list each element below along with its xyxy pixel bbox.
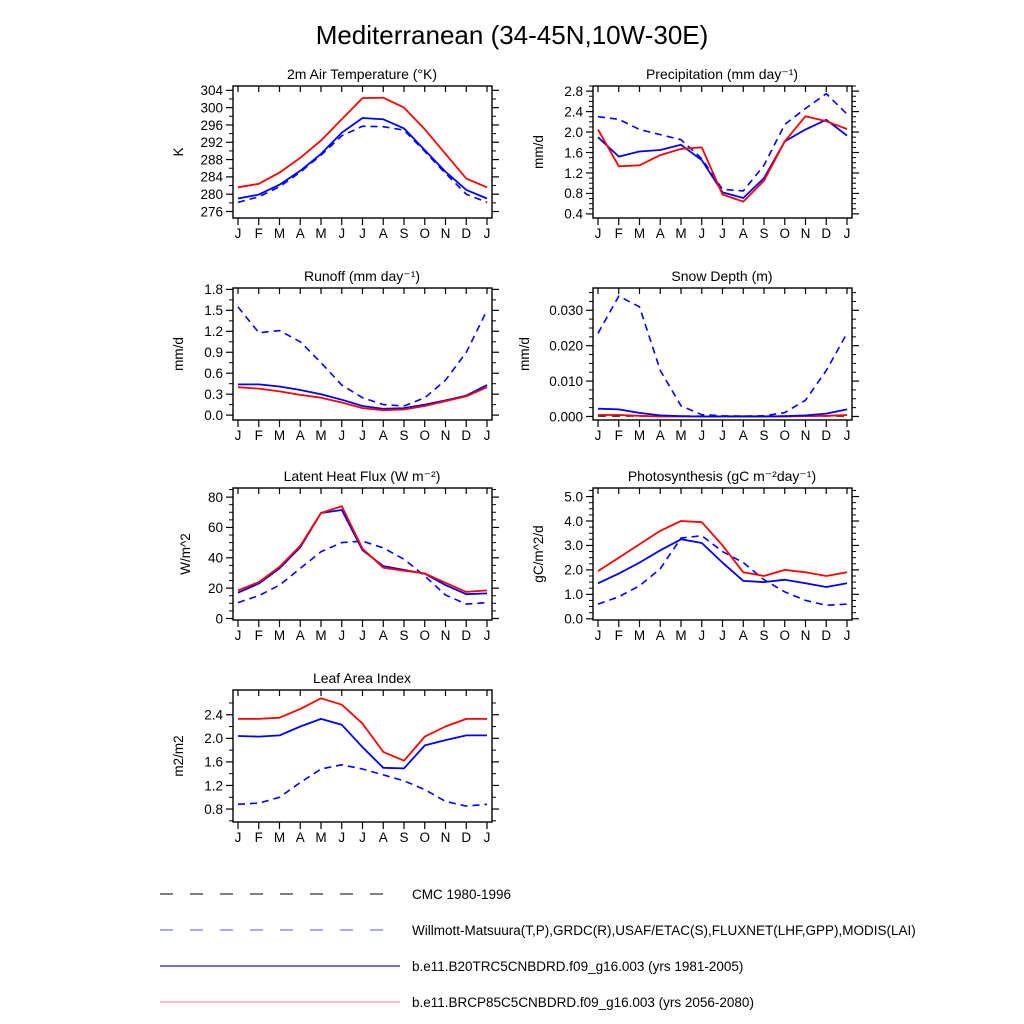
x-tick-label: N	[800, 226, 811, 241]
series-line-dashed-blue	[598, 94, 847, 191]
y-tick-label: 0.010	[549, 373, 583, 389]
figure-title: Mediterranean (34-45N,10W-30E)	[315, 20, 709, 50]
x-tick-label: D	[461, 628, 472, 643]
y-tick-label: 5.0	[564, 489, 583, 505]
x-tick-label: O	[419, 628, 431, 643]
plot-air-temperature	[171, 66, 499, 241]
legend-row-cmc	[160, 884, 511, 904]
x-tick-label: O	[779, 428, 791, 443]
plot-frame	[593, 488, 852, 620]
series-line-solid-red	[598, 116, 847, 201]
x-tick-label: A	[655, 628, 665, 643]
y-tick-label: 2.4	[564, 104, 583, 120]
x-tick-label: S	[759, 428, 769, 443]
x-tick-label: J	[359, 428, 366, 443]
y-tick-label: 1.8	[204, 282, 223, 298]
y-tick-label: 300	[200, 100, 223, 116]
y-tick-label: 0.8	[204, 801, 223, 817]
x-tick-label: A	[295, 428, 305, 443]
plot-title-leaf-area-index: Leaf Area Index	[312, 670, 412, 686]
x-tick-label: S	[399, 428, 409, 443]
y-tick-label: 40	[207, 550, 223, 566]
y-tick-label: 1.2	[204, 324, 223, 340]
x-tick-label: N	[800, 628, 811, 643]
x-tick-label: J	[359, 830, 366, 845]
x-tick-label: A	[378, 428, 388, 443]
y-tick-label: 2.0	[564, 562, 583, 578]
x-tick-label: M	[633, 428, 646, 443]
legend-line-rcp85-solid	[160, 998, 400, 1006]
x-tick-label: S	[399, 830, 409, 845]
x-tick-label: J	[483, 428, 491, 443]
y-tick-label: 292	[200, 135, 223, 151]
x-tick-label: M	[633, 226, 646, 241]
legend-line-cmc-dashed	[160, 890, 400, 898]
x-tick-label: D	[821, 428, 832, 443]
plot-snow-depth	[517, 268, 859, 443]
x-tick-label: S	[759, 628, 769, 643]
y-tick-label: 276	[200, 204, 223, 220]
x-tick-label: M	[675, 428, 687, 443]
x-tick-label: D	[821, 628, 832, 643]
series-line-solid-red	[238, 698, 487, 760]
x-tick-label: F	[614, 226, 623, 241]
x-tick-label: N	[800, 428, 811, 443]
y-tick-label: 304	[200, 83, 223, 99]
x-tick-label: O	[779, 628, 791, 643]
x-tick-label: A	[295, 830, 305, 845]
y-axis-label-leaf-area-index: m2/m2	[171, 735, 186, 777]
x-tick-label: J	[698, 226, 706, 241]
y-tick-label: 2.4	[204, 707, 223, 723]
y-tick-label: 1.0	[564, 587, 583, 603]
y-tick-label: 0.9	[204, 345, 223, 361]
x-tick-label: J	[594, 226, 602, 241]
x-tick-label: J	[483, 226, 491, 241]
y-tick-label: 0.4	[564, 206, 583, 222]
x-tick-label: J	[719, 226, 726, 241]
y-tick-label: 0.0	[564, 611, 583, 627]
y-axis-label-runoff: mm/d	[171, 337, 186, 371]
legend-label-obs: Willmott-Matsuura(T,P),GRDC(R),USAF/ETAC(S),FLUXNET(LHF,GPP),MODIS(LAI)	[412, 922, 916, 938]
x-tick-label: J	[338, 628, 346, 643]
x-tick-label: J	[719, 428, 726, 443]
plot-title-precipitation: Precipitation (mm day⁻¹)	[645, 66, 799, 82]
y-tick-label: 4.0	[564, 513, 583, 529]
plot-title-air-temperature: 2m Air Temperature (°K)	[286, 66, 438, 82]
plot-frame	[593, 288, 852, 420]
x-tick-label: M	[675, 628, 687, 643]
x-tick-label: M	[273, 428, 286, 443]
x-tick-label: F	[254, 226, 263, 241]
x-tick-label: J	[234, 428, 242, 443]
legend-line-obs-dashed	[160, 926, 400, 934]
y-tick-label: 1.5	[204, 303, 223, 319]
x-tick-label: J	[338, 428, 346, 443]
series-line-dashed-blue	[238, 765, 487, 806]
y-tick-label: 20	[207, 580, 223, 596]
x-tick-label: M	[633, 628, 646, 643]
series-line-solid-red	[238, 98, 487, 188]
y-tick-label: 0.000	[549, 409, 583, 425]
y-axis-label-latent-heat-flux: W/m^2	[178, 533, 193, 575]
x-tick-label: F	[614, 628, 623, 643]
series-line-solid-blue	[238, 384, 487, 408]
x-tick-label: A	[378, 628, 388, 643]
y-axis-label-snow-depth: mm/d	[517, 337, 532, 371]
series-line-solid-red	[598, 521, 847, 576]
y-tick-label: 2.0	[204, 731, 223, 747]
y-tick-label: 0.020	[549, 338, 583, 354]
x-tick-label: J	[338, 226, 346, 241]
x-tick-label: O	[419, 226, 431, 241]
x-tick-label: J	[594, 628, 602, 643]
legend-line-historical-solid	[160, 962, 400, 970]
x-tick-label: M	[273, 830, 286, 845]
y-tick-label: 284	[200, 169, 223, 185]
y-tick-label: 0.6	[204, 366, 223, 382]
x-tick-label: J	[483, 628, 491, 643]
x-tick-label: J	[843, 628, 851, 643]
plot-title-snow-depth: Snow Depth (m)	[671, 268, 773, 284]
x-tick-label: M	[315, 628, 327, 643]
y-tick-label: 60	[207, 520, 223, 536]
legend-row-historical	[160, 956, 743, 976]
x-tick-label: M	[315, 428, 327, 443]
legend-label-rcp85: b.e11.BRCP85C5CNBDRD.f09_g16.003 (yrs 2056-2080)	[412, 994, 754, 1010]
y-tick-label: 1.6	[204, 754, 223, 770]
x-tick-label: A	[655, 226, 665, 241]
x-tick-label: D	[461, 428, 472, 443]
x-tick-label: J	[359, 628, 366, 643]
plot-runoff	[171, 268, 499, 443]
x-tick-label: F	[254, 628, 263, 643]
plot-title-runoff: Runoff (mm day⁻¹)	[303, 268, 421, 284]
y-tick-label: 2.0	[564, 124, 583, 140]
x-tick-label: D	[461, 226, 472, 241]
series-line-solid-blue	[238, 719, 487, 769]
x-tick-label: N	[440, 628, 451, 643]
plot-title-photosynthesis: Photosynthesis (gC m⁻²day⁻¹)	[627, 468, 817, 484]
x-tick-label: S	[759, 226, 769, 241]
x-tick-label: O	[419, 428, 431, 443]
x-tick-label: J	[698, 628, 706, 643]
x-tick-label: M	[273, 226, 286, 241]
plot-title-latent-heat-flux: Latent Heat Flux (W m⁻²)	[283, 468, 441, 484]
y-tick-label: 280	[200, 186, 223, 202]
y-tick-label: 0.030	[549, 303, 583, 319]
x-tick-label: O	[779, 226, 791, 241]
y-axis-label-air-temperature: K	[171, 147, 186, 157]
x-tick-label: M	[273, 628, 286, 643]
x-tick-label: J	[234, 628, 242, 643]
series-line-solid-red	[238, 506, 487, 592]
legend-label-historical: b.e11.B20TRC5CNBDRD.f09_g16.003 (yrs 1981-2005)	[412, 958, 744, 974]
series-line-solid-blue	[238, 510, 487, 594]
plot-frame	[233, 488, 492, 620]
series-line-dashed-blue	[598, 296, 847, 416]
x-tick-label: J	[338, 830, 346, 845]
x-tick-label: J	[843, 226, 851, 241]
y-axis-label-photosynthesis: gC/m^2/d	[531, 525, 546, 583]
x-tick-label: N	[440, 830, 451, 845]
x-tick-label: N	[440, 428, 451, 443]
y-tick-label: 0.8	[564, 186, 583, 202]
x-tick-label: F	[614, 428, 623, 443]
x-tick-label: S	[399, 628, 409, 643]
x-tick-label: M	[315, 226, 327, 241]
y-tick-label: 2.8	[564, 83, 583, 99]
y-tick-label: 80	[207, 489, 223, 505]
y-tick-label: 1.2	[204, 778, 223, 794]
x-tick-label: S	[399, 226, 409, 241]
legend-row-obs	[160, 920, 916, 940]
x-tick-label: A	[378, 830, 388, 845]
y-axis-label-precipitation: mm/d	[531, 135, 546, 169]
y-tick-label: 296	[200, 117, 223, 133]
plot-frame	[233, 690, 492, 822]
x-tick-label: J	[843, 428, 851, 443]
x-tick-label: J	[719, 628, 726, 643]
x-tick-label: A	[655, 428, 665, 443]
x-tick-label: J	[698, 428, 706, 443]
x-tick-label: A	[295, 226, 305, 241]
x-tick-label: J	[359, 226, 366, 241]
y-tick-label: 288	[200, 152, 223, 168]
plot-leaf-area-index	[171, 670, 499, 845]
x-tick-label: F	[254, 428, 263, 443]
plot-frame	[233, 86, 492, 218]
x-tick-label: M	[315, 830, 327, 845]
y-tick-label: 0	[215, 611, 223, 627]
x-tick-label: F	[254, 830, 263, 845]
x-tick-label: A	[738, 226, 748, 241]
x-tick-label: M	[675, 226, 687, 241]
y-tick-label: 0.3	[204, 386, 223, 402]
y-tick-label: 3.0	[564, 538, 583, 554]
x-tick-label: O	[419, 830, 431, 845]
x-tick-label: A	[738, 428, 748, 443]
plot-precipitation	[531, 66, 859, 241]
x-tick-label: J	[234, 226, 242, 241]
x-tick-label: J	[594, 428, 602, 443]
x-tick-label: D	[821, 226, 832, 241]
plot-photosynthesis	[531, 468, 859, 643]
x-tick-label: A	[378, 226, 388, 241]
x-tick-label: D	[461, 830, 472, 845]
x-tick-label: A	[295, 628, 305, 643]
y-tick-label: 0.0	[204, 407, 223, 423]
plot-frame	[593, 86, 852, 218]
series-line-solid-blue	[598, 120, 847, 198]
x-tick-label: N	[440, 226, 451, 241]
y-tick-label: 1.2	[564, 165, 583, 181]
y-tick-label: 1.6	[564, 145, 583, 161]
plot-latent-heat-flux	[178, 468, 499, 643]
legend-label-cmc: CMC 1980-1996	[412, 886, 512, 902]
legend-row-rcp85	[160, 992, 754, 1012]
series-line-dashed-blue	[238, 126, 487, 202]
x-tick-label: J	[234, 830, 242, 845]
x-tick-label: A	[738, 628, 748, 643]
x-tick-label: J	[483, 830, 491, 845]
